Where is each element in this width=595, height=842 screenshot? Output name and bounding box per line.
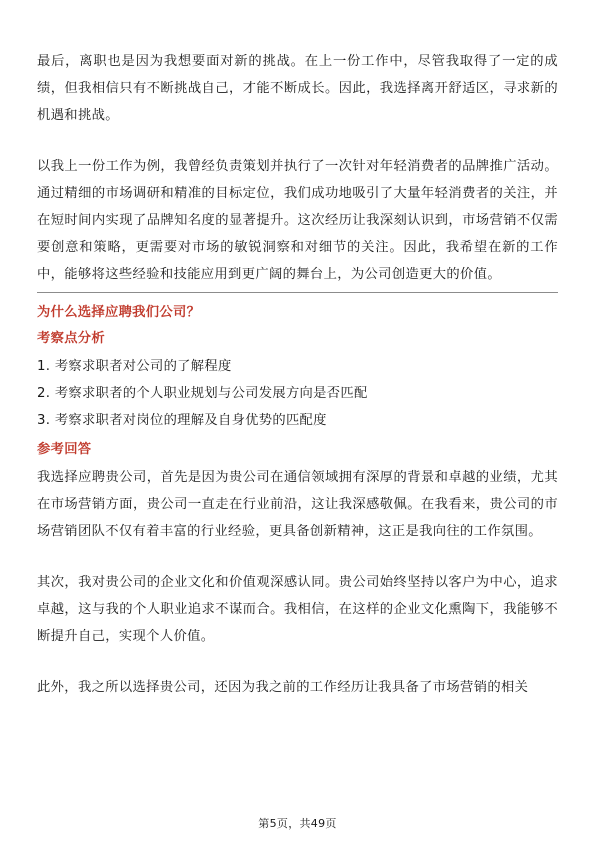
analysis-point: 2. 考察求职者的个人职业规划与公司发展方向是否匹配 [37,386,368,401]
analysis-points-list [37,353,558,434]
reference-paragraph: 此外，我之所以选择贵公司，还因为我之前的工作经历让我具备了市场营销的相关 [37,680,529,695]
analysis-heading: 考察点分析 [37,331,105,346]
reference-paragraph: 我选择应聘贵公司，首先是因为贵公司在通信领域拥有深厚的背景和卓越的业绩，尤其在市场营销方面，贵公司一直走在行业前沿，这让我深感敬佩。在我看来，贵公司的市场营销团队不仅有着丰富的行业经验，更具备创新精神，这正是我向往的工作氛围。 [37,470,558,539]
page-number-footer: 第5页，共49页 [258,817,337,830]
reference-answer-heading: 参考回答 [37,442,92,457]
paragraph-previous-job-example: 以我上一份工作为例，我曾经负责策划并执行了一次针对年轻消费者的品牌推广活动。通过精细的市场调研和精准的目标定位，我们成功地吸引了大量年轻消费者的关注，并在短时间内实现了品牌知名度的显著提升。这次经历让我深刻认识到，市场营销不仅需要创意和策略，更需要对市场的敏锐洞察和对细节的关注。因此，我希望在新的工作中，能够将这些经验和技能应用到更广阔的舞台上，为公司创造更大的价值。 [37,159,558,282]
analysis-point: 3. 考察求职者对岗位的理解及自身优势的匹配度 [37,413,327,428]
question-heading: 为什么选择应聘我们公司？ [37,305,201,320]
paragraph-gap [37,129,558,153]
paragraph-resignation-challenge: 最后，离职也是因为我想要面对新的挑战。在上一份工作中，尽管我取得了一定的成绩，但我相信只有不断挑战自己，才能不断成长。因此，我选择离开舒适区，寻求新的机遇和挑战。 [37,54,558,123]
section-divider [37,292,558,293]
reference-paragraph: 其次，我对贵公司的企业文化和价值观深感认同。贵公司始终坚持以客户为中心，追求卓越，这与我的个人职业追求不谋而合。我相信，在这样的企业文化熏陶下，我能够不断提升自己，实现个人价值。 [37,575,558,644]
paragraph-gap [37,650,558,674]
analysis-point: 1. 考察求职者对公司的了解程度 [37,359,232,374]
paragraph-gap [37,545,558,569]
document-page [37,48,558,701]
